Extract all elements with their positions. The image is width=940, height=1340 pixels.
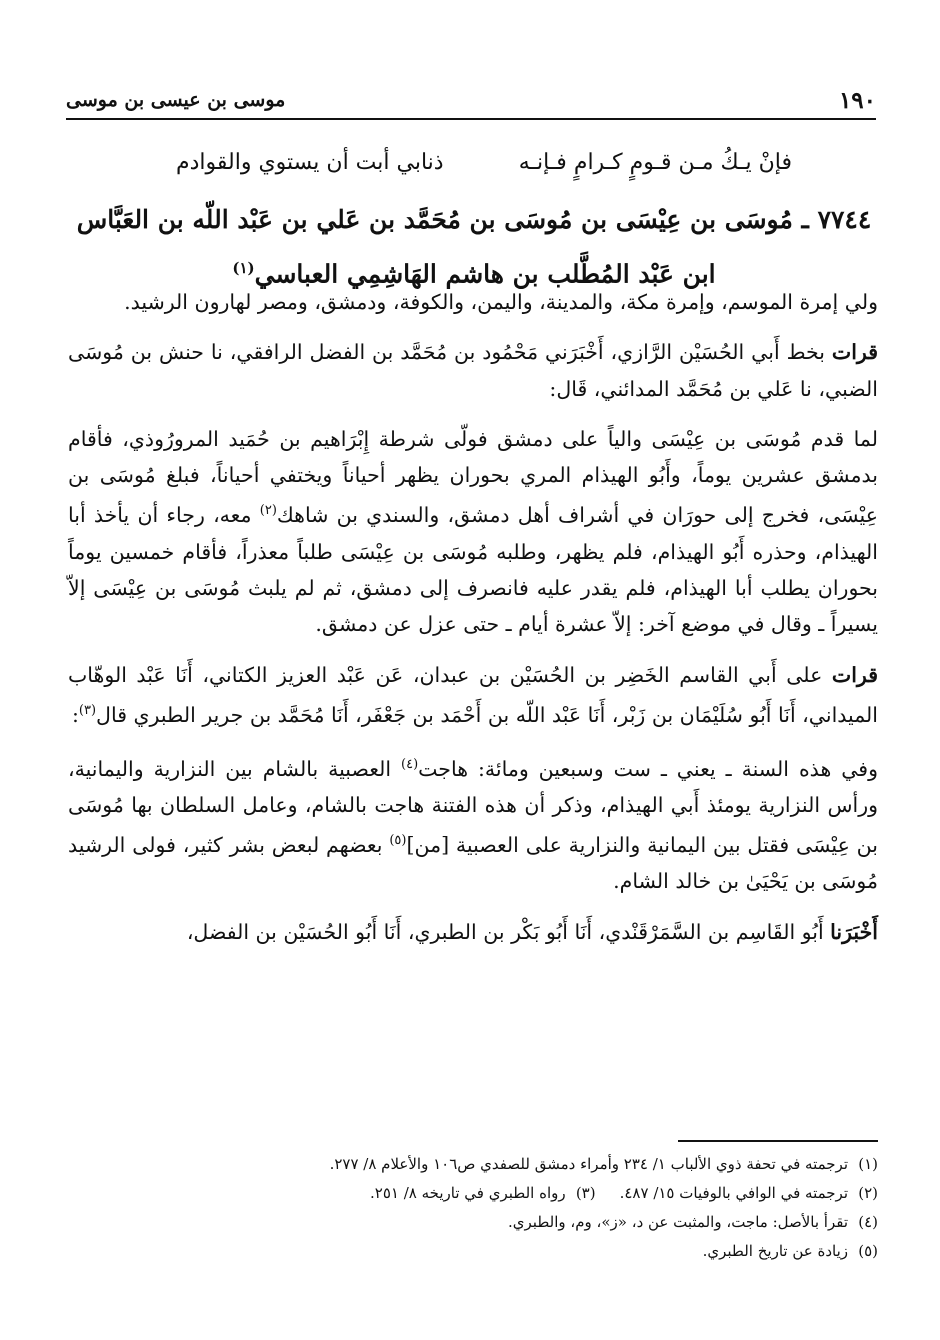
verse-first-hemistich: فإنْ يـكُ مـن قـومٍ كـرامٍ فـإنـه	[518, 150, 792, 175]
footnote-5	[220, 1237, 878, 1266]
page-header	[66, 82, 876, 120]
paragraph-5-text-c: بعضهم لبعض بشر كثير، فولى الرشيد مُوسَى بن يَحْيَىٰ بن خالد الشام.	[68, 833, 878, 894]
footnote-ref-1: (١)	[232, 259, 255, 277]
entry-heading-line-1: ٧٧٤٤ ـ مُوسَى بن عِيْسَى بن مُوسَى بن مُحَمَّد بن عَلي بن عَبْد اللّه بن العَبَّاس	[76, 205, 872, 234]
page-number: ١٩٠	[838, 86, 876, 114]
running-title: موسى بن عيسى بن موسى	[66, 89, 286, 111]
footnote-divider	[678, 1140, 878, 1142]
paragraph-2	[68, 334, 878, 407]
paragraph-2-lead: قرات	[831, 340, 878, 365]
footnote-ref-5: (٥)	[389, 833, 407, 849]
footnote-ref-4: (٤)	[401, 756, 419, 772]
entry-heading	[70, 196, 878, 298]
footnote-ref-3: (٣)	[78, 702, 97, 718]
footnote-number: (٤)	[858, 1213, 878, 1231]
paragraph-5	[68, 747, 878, 900]
paragraph-2-text: بخط أَبي الحُسَيْن الرَّازي، أَخْبَرَني مَحْمُود بن مُحَمَّد بن الفضل الرافقي، نا حنش بن مُوسَى الضبي، نا عَلي بن مُحَمَّد المدائني، قَال:	[68, 340, 878, 401]
footnote-text: ترجمته في الوافي بالوفيات ١٥/ ٤٨٧.	[619, 1184, 848, 1202]
paragraph-6-text: أَبُو القَاسِم بن السَّمَرْقَنْدي، أَنَا أَبُو بَكْر بن الطبري، أَنَا أَبُو الحُسَيْن بن الفضل،	[186, 919, 831, 944]
footnote-text: زيادة عن تاريخ الطبري.	[702, 1242, 848, 1260]
footnote-2-and-3	[220, 1179, 878, 1208]
paragraph-4-text-b: :	[71, 702, 79, 727]
footnote-number: (٣)	[575, 1184, 596, 1202]
paragraph-3-text-b: معه، رجاء أن يأخذ أبا الهيذام، وحذره أَبُو الهيذام، فلم يظهر، وطلبه مُوسَى بن عِيْسَى طلباً معذراً، فأقام خمسين يوماً بحوران يطلب أبا الهيذام، فلم يقدر عليه فانصرف إلى دمشق، ثم لم يلبث مُوسَى بن عِيْسَى إلاّ يسيراً ـ وقال في موضع آخر: إلاّ عشرة أيام ـ حتى عزل عن دمشق.	[68, 503, 878, 637]
verse-second-hemistich: ذنابي أبت أن يستوي والقوادم	[176, 150, 444, 175]
footnote-ref-2: (٢)	[259, 503, 277, 519]
paragraph-4-lead: قرات	[831, 662, 878, 687]
paragraph-6	[68, 914, 878, 950]
poetry-verse	[176, 150, 792, 175]
footnote-text: ترجمته في تحفة ذوي الألباب ١/ ٢٣٤ وأمراء دمشق للصفدي ص١٠٦ والأعلام ٨/ ٢٧٧.	[329, 1155, 848, 1173]
paragraph-6-lead: أَخْبَرَنا	[830, 919, 878, 944]
paragraph-3	[68, 421, 878, 643]
paragraph-5-text-b: العصبية بالشام بين النزارية واليمانية، ورأس النزارية يومئذ أَبي الهيذام، وذكر أن هذه الفتنة هاجت بالشام، وعامل السلطان بها مُوسَى بن عِيْسَى فقتل بين اليمانية والنزارية على العصبية [من]	[68, 756, 878, 858]
paragraph-1: ولي إمرة الموسم، وإمرة مكة، والمدينة، واليمن، والكوفة، ودمشق، ومصر لهارون الرشيد.	[124, 290, 878, 314]
footnote-number: (٢)	[858, 1184, 878, 1202]
paragraph-3-text-a: لما قدم مُوسَى بن عِيْسَى والياً على دمشق فولّى شرطة إِبْرَاهيم بن حُمَيد المرورُوذي، فأقام بدمشق عشرين يوماً، وأَبُو الهيذام المري بحوران يظهر أحياناً ويختفي أحياناً، فبلغ مُوسَى بن عِيْسَى، فخرج إلى حورَان في أشراف أهل دمشق، والسندي بن شاهك	[68, 426, 878, 528]
footnote-1	[220, 1150, 878, 1179]
paragraph-4-text-a: على أَبي القاسم الخَضِر بن الحُسَيْن بن عبدان، عَن عَبْد العزيز الكتاني، أَنَا عَبْد الوهّاب الميداني، أَنَا أَبُو سُلَيْمَان بن زَبْر، أَنَا عَبْد اللّه بن أَحْمَد بن جَعْفَر، أَنَا مُحَمَّد بن جرير الطبري قال	[68, 662, 878, 727]
footnote-4	[220, 1208, 878, 1237]
footnote-text: تقرأ بالأصل: ماجت، والمثبت عن د، «ز»، وم، والطبري.	[508, 1213, 848, 1231]
footnote-text: رواه الطبري في تاريخه ٨/ ٢٥١.	[370, 1184, 566, 1202]
paragraph-5-text-a: وفي هذه السنة ـ يعني ـ ست وسبعين ومائة: هاجت	[418, 756, 878, 781]
main-text	[68, 284, 878, 964]
footnote-number: (٥)	[858, 1242, 878, 1260]
paragraph-4	[68, 657, 878, 733]
entry-heading-line-2-text: ابن عَبْد المُطَّلب بن هاشم الهَاشِمِي العباسي	[254, 259, 716, 289]
footnotes	[220, 1140, 878, 1266]
footnote-number: (١)	[858, 1155, 878, 1173]
